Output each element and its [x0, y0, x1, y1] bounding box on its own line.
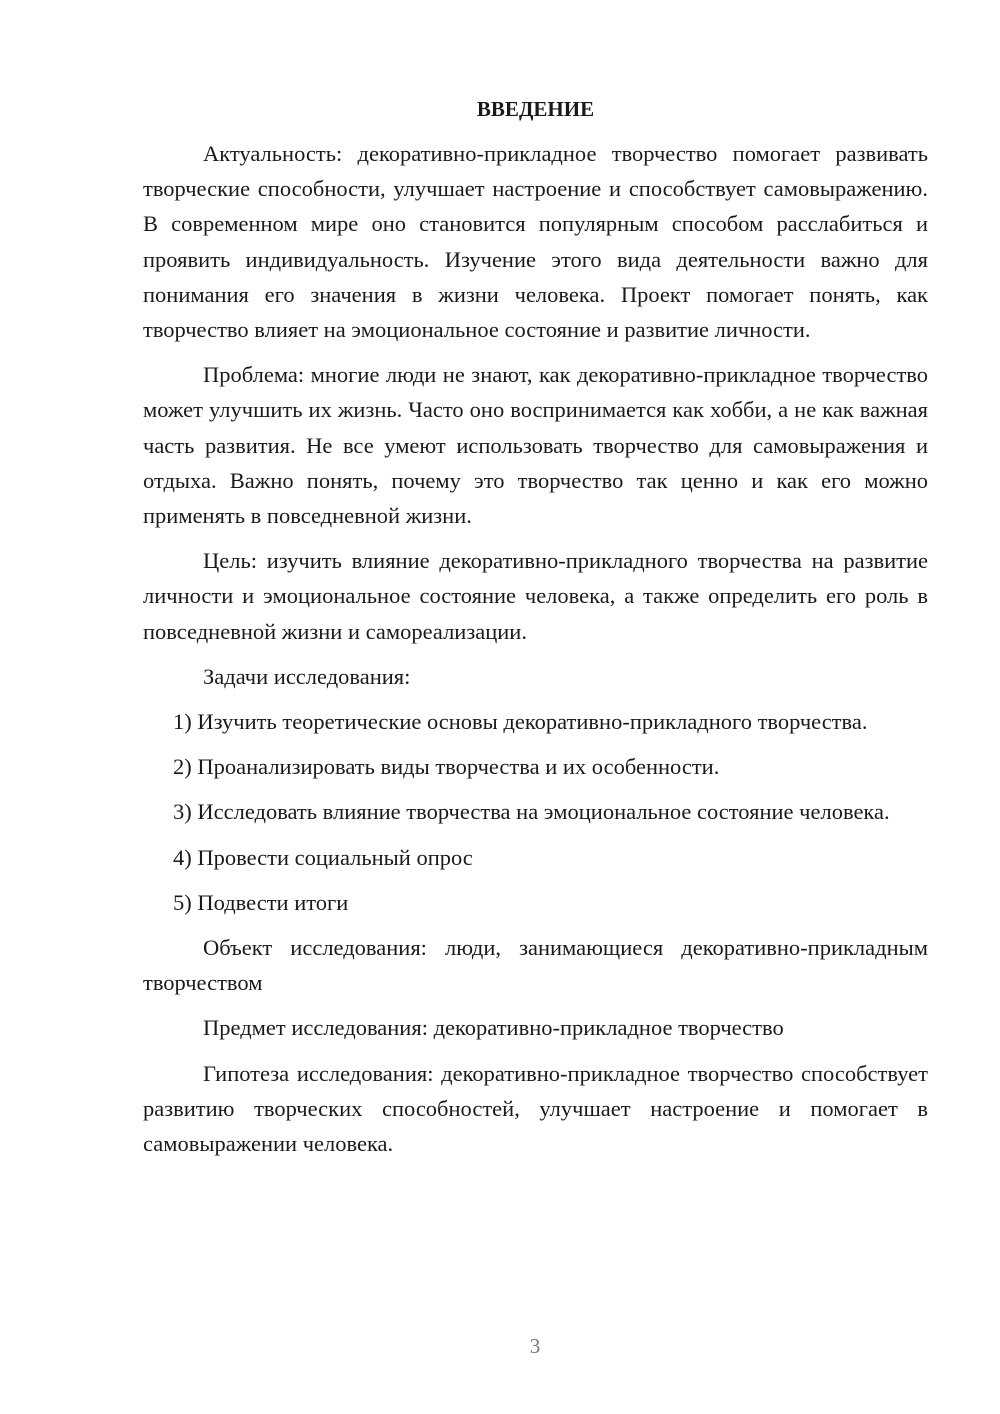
subject-paragraph: Предмет исследования: декоративно-прикладное творчество — [203, 1015, 784, 1041]
tasks-heading: Задачи исследования: — [203, 663, 411, 689]
document-page — [143, 90, 928, 1171]
problem-paragraph: Проблема: многие люди не знают, как декоративно-прикладное творчество может улучшить их жизнь. Часто оно воспринимается как хобби, а не как важная часть развития. Не все умеют использовать творчество для самовыражения и отдыха. Важно понять, почему это творчество так ценно и как его можно применять в повседневной жизни. — [143, 362, 928, 529]
task-item-1: 1) Изучить теоретические основы декоративно-прикладного творчества. — [173, 709, 868, 735]
task-item-4: 4) Провести социальный опрос — [173, 844, 473, 870]
goal-paragraph: Цель: изучить влияние декоративно-прикладного творчества на развитие личности и эмоциональное состояние человека, а также определить его роль в повседневной жизни и самореализации. — [143, 548, 928, 644]
hypothesis-paragraph: Гипотеза исследования: декоративно-прикладное творчество способствует развитию творческих способностей, улучшает настроение и помогает в самовыражении человека. — [143, 1060, 928, 1157]
section-title: ВВЕДЕНИЕ — [476, 97, 595, 121]
object-paragraph: Объект исследования: люди, занимающиеся декоративно-прикладным творчеством — [143, 935, 928, 996]
task-item-5: 5) Подвести итоги — [173, 889, 349, 915]
page-number: 3 — [529, 1334, 541, 1358]
task-item-2: 2) Проанализировать виды творчества и их особенности. — [173, 754, 720, 780]
task-item-3: 3) Исследовать влияние творчества на эмоциональное состояние человека. — [173, 799, 890, 825]
relevance-paragraph: Актуальность: декоративно-прикладное творчество помогает развивать творческие способности, улучшает настроение и способствует самовыражению. В современном мире оно становится популярным способом расслабиться и проявить индивидуальность. Изучение этого вида деятельности важно для понимания его значения в жизни человека. Проект помогает понять, как творчество влияет на эмоциональное состояние и развитие личности. — [143, 141, 928, 343]
